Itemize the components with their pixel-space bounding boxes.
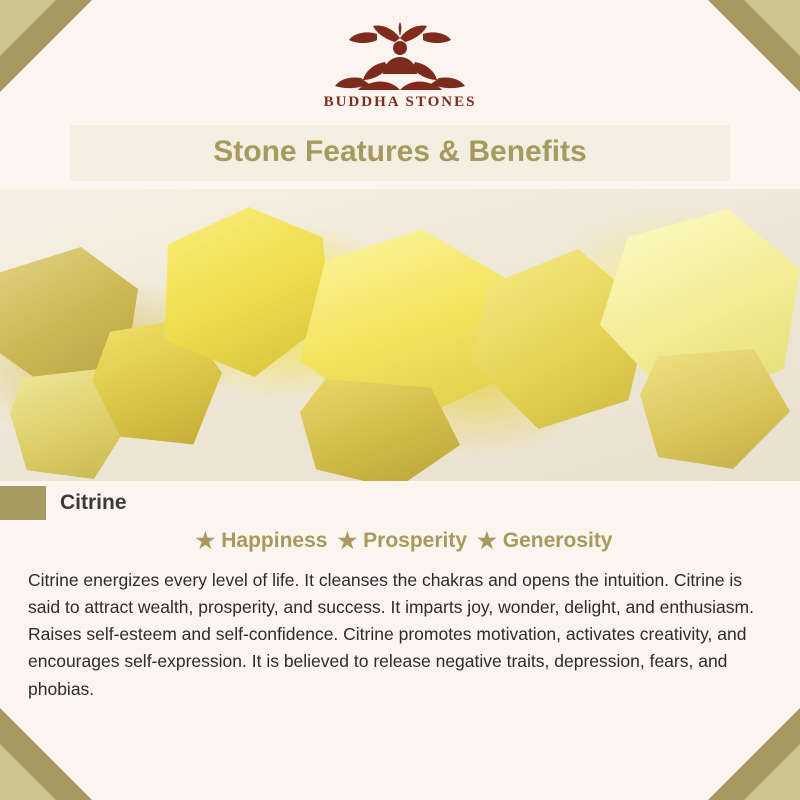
stone-name-bar [0,481,800,525]
page-title: Stone Features & Benefits [213,135,587,168]
benefit-label: Generosity [502,529,613,552]
lotus-meditation-icon [0,22,800,90]
benefit-item-happiness [188,529,328,553]
star-icon: ★ [337,528,358,553]
star-icon: ★ [195,528,216,553]
accent-block [0,486,46,520]
benefit-item-prosperity [329,529,467,553]
corner-decoration-bottom-left-inner [0,744,56,800]
corner-decoration-bottom-right-inner [744,744,800,800]
star-icon: ★ [477,528,497,553]
benefit-item-generosity [469,529,612,553]
benefits-list [0,525,800,563]
title-band [70,125,730,181]
brand-name: BUDDHA STONES [323,94,477,110]
hero-image [0,189,800,481]
benefit-label: Happiness [221,529,328,552]
stone-name: Citrine [60,491,127,514]
stone-description: Citrine energizes every level of life. It cleanses the chakras and opens the intuition. Citrine is said to attract wealth, prosperity, and success. It imparts joy, wonder, delight, and enthusiasm. Raises self-esteem and self-confidence. Citrine promotes motivation, activates creativity, and encourages self-expression. It is believed to release negative traits, depression, fears, and phobias. [28,570,754,699]
brand-block [0,0,800,111]
benefit-label: Prosperity [363,529,468,552]
